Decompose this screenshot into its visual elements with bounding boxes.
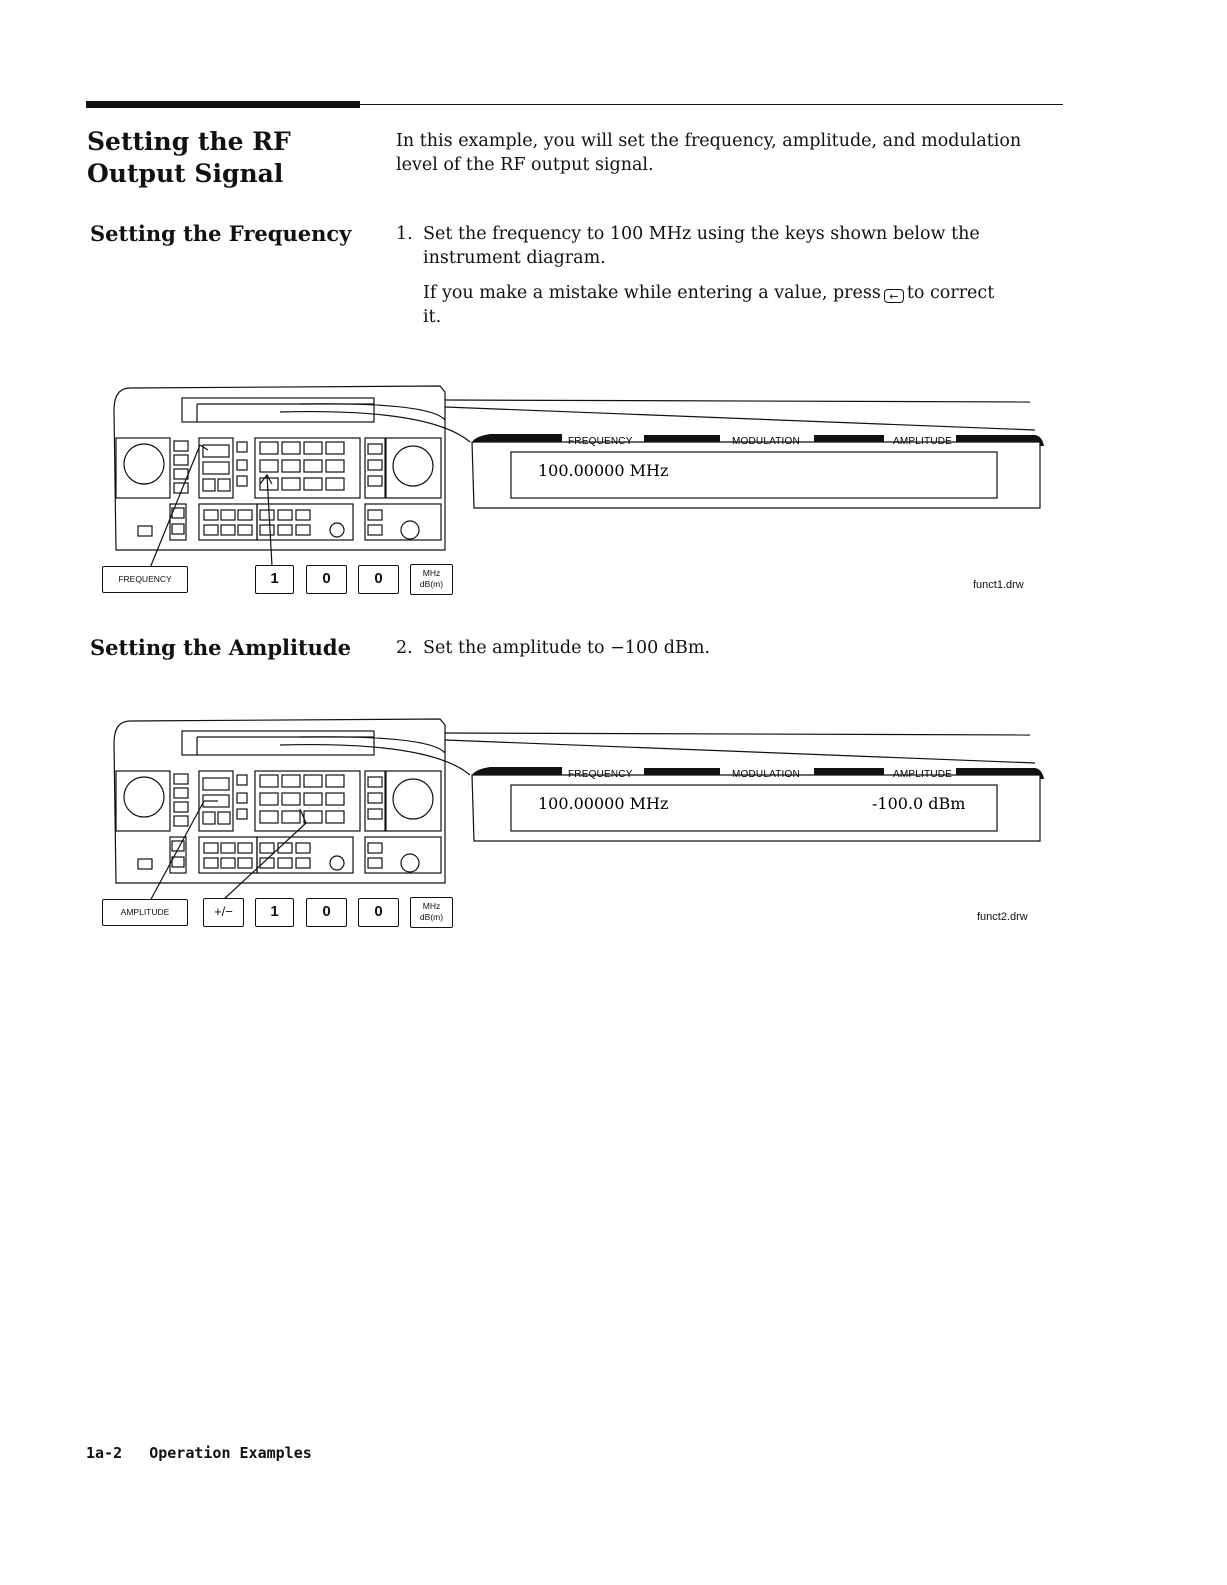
- section-rule-thin: [360, 104, 1063, 105]
- display-label-frequency: FREQUENCY: [568, 436, 633, 447]
- mhz-dbm-key[interactable]: MHz dB(m): [410, 897, 453, 928]
- signal-generator-front-panel: [100, 380, 1060, 610]
- figure-filename: funct2.drw: [977, 911, 1028, 923]
- digit-0-key[interactable]: 0: [306, 565, 347, 594]
- display-label-frequency: FREQUENCY: [568, 769, 633, 780]
- step-2-text: Set the amplitude to −100 dBm.: [423, 638, 710, 658]
- page-footer: 1a-2 Operation Examples: [86, 1444, 312, 1462]
- section-title: Setting the RF Output Signal: [87, 127, 291, 188]
- display-label-amplitude: AMPLITUDE: [893, 436, 953, 447]
- display-label-modulation: MODULATION: [732, 436, 800, 447]
- intro-paragraph: In this example, you will set the frequency, amplitude, and modulation level of the RF output signal.: [396, 131, 1022, 175]
- amplitude-key[interactable]: AMPLITUDE: [102, 899, 188, 926]
- frequency-key[interactable]: FREQUENCY: [102, 566, 188, 593]
- amplitude-heading: Setting the Amplitude: [90, 635, 351, 660]
- digit-0-key[interactable]: 0: [358, 565, 399, 594]
- section-rule-thick: [86, 101, 360, 108]
- mhz-dbm-key[interactable]: MHz dB(m): [410, 564, 453, 595]
- sign-key[interactable]: +/−: [203, 898, 244, 927]
- digit-0-key[interactable]: 0: [358, 898, 399, 927]
- display-frequency-value: 100.00000 MHz: [538, 461, 669, 480]
- step-number: 1.: [396, 224, 413, 244]
- figure-1-instrument: [100, 380, 1060, 610]
- digit-0-key[interactable]: 0: [306, 898, 347, 927]
- step-number: 2.: [396, 638, 413, 658]
- display-label-modulation: MODULATION: [732, 769, 800, 780]
- display-label-amplitude: AMPLITUDE: [893, 769, 953, 780]
- step-1-text: Set the frequency to 100 MHz using the keys shown below the instrument diagram. If you make a mistake while entering a value, press ← to correct it.: [423, 222, 1083, 329]
- digit-1-key[interactable]: 1: [255, 898, 294, 927]
- display-amplitude-value: -100.0 dBm: [872, 794, 966, 813]
- frequency-heading: Setting the Frequency: [90, 221, 352, 246]
- backspace-arrow-icon: ←: [884, 289, 904, 303]
- figure-filename: funct1.drw: [973, 579, 1024, 591]
- signal-generator-front-panel: [100, 713, 1060, 943]
- digit-1-key[interactable]: 1: [255, 565, 294, 594]
- correction-note: If you make a mistake while entering a value, press ← to correct it.: [423, 283, 995, 327]
- display-frequency-value: 100.00000 MHz: [538, 794, 669, 813]
- figure-2-instrument: [100, 713, 1060, 943]
